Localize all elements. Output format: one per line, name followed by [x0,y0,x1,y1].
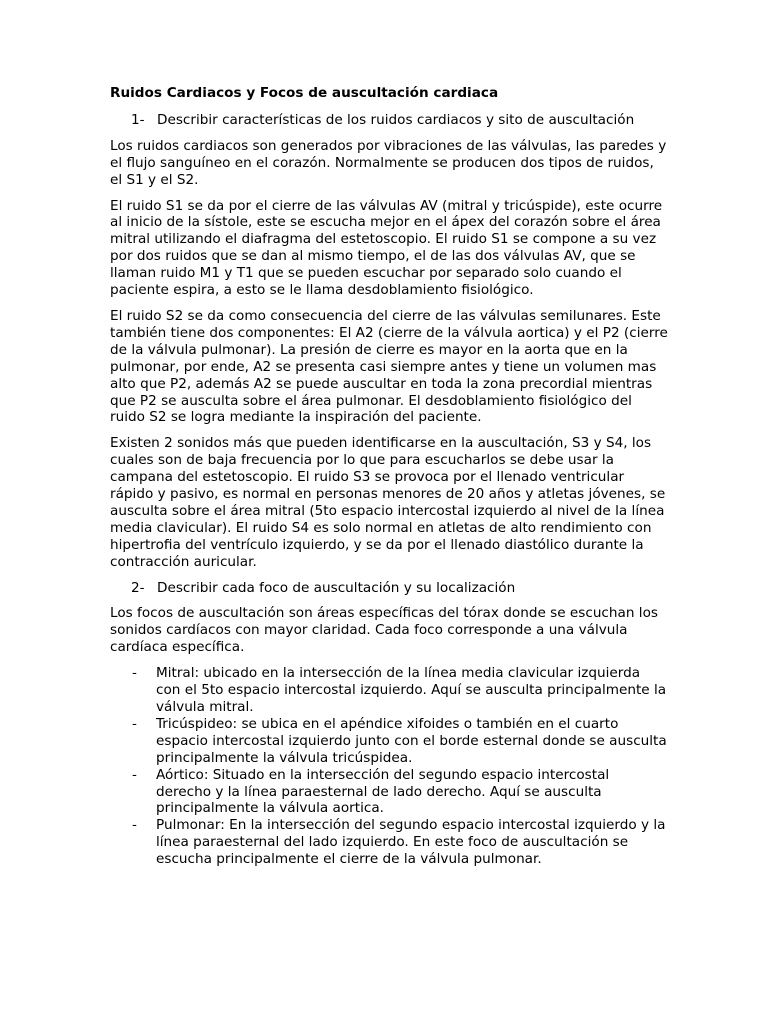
list-item-text: Mitral: ubicado en la intersección de la línea media clavicular izquierda con el 5to espacio intercostal izquierdo. Aquí se ausculta principalmente la válvula mitral. [156,665,667,715]
section-heading-1 [110,112,668,129]
paragraph: El ruido S1 se da por el cierre de las válvulas AV (mitral y tricúspide), este ocurre al inicio de la sístole, este se escucha mejor en el ápex del corazón sobre el área mitral utilizando el diafragma del estetoscopio. El ruido S1 se compone a su vez por dos ruidos que se dan al mismo tiempo, el de las dos válvulas AV, que se llaman ruido M1 y T1 que se pueden escuchar por separado solo cuando el paciente espira, a esto se le llama desdoblamiento fisiológico. [110,197,663,299]
bullet-marker: - [132,715,137,732]
auscultation-foci-list [110,665,668,868]
section-number-1: 1- [131,111,145,128]
list-item-text: Tricúspideo: se ubica en el apéndice xifoides o también en el cuarto espacio intercostal izquierdo junto con el borde esternal donde se ausculta principalmente la válvula tricúspidea. [156,715,667,766]
list-item-text: Pulmonar: En la intersección del segundo espacio intercostal izquierdo y la línea paraesternal del lado izquierdo. En este foco de auscultación se escucha principalmente el cierre de la válvula pulmonar. [156,817,666,868]
bullet-marker: - [132,817,137,834]
paragraph: Los focos de auscultación son áreas específicas del tórax donde se escuchan los sonidos cardíacos con mayor claridad. Cada foco corresponde a una válvula cardíaca específica. [110,605,658,656]
document-title: Ruidos Cardiacos y Focos de auscultación cardiaca [110,85,499,101]
paragraph: El ruido S2 se da como consecuencia del cierre de las válvulas semilunares. Este también tiene dos componentes: El A2 (cierre de la válvula aortica) y el P2 (cierre de la válvula pulmonar). La presión de cierre es mayor en la aorta que en la pulmonar, por ende, A2 se presenta casi siempre antes y tiene un volumen mas alto que P2, además A2 se puede auscultar en toda la zona precordial mientras que P2 se ausculta sobre el área pulmonar. El desdoblamiento fisiológico del ruido S2 se logra mediante la inspiración del paciente. [110,307,668,426]
list-item [110,716,668,767]
section-number-2: 2- [131,579,145,596]
paragraph: Existen 2 sonidos más que pueden identificarse en la auscultación, S3 y S4, los cuales son de baja frecuencia por lo que para escucharlos se debe usar la campana del estetoscopio. El ruido S3 se provoca por el llenado ventricular rápido y pasivo, es normal en personas menores de 20 años y atletas jóvenes, se ausculta sobre el área mitral (5to espacio intercostal izquierdo al nivel de la línea media clavicular). El ruido S4 es solo normal en atletas de alto rendimiento con hipertrofia del ventrículo izquierdo, y se da por el llenado diastólico durante la contracción auricular. [110,435,666,570]
section-heading-2 [110,580,668,597]
paragraph: Los ruidos cardiacos son generados por vibraciones de las válvulas, las paredes y el flujo sanguíneo en el corazón. Normalmente se producen dos tipos de ruidos, el S1 y el S2. [110,137,667,188]
list-item-text: Aórtico: Situado en la intersección del segundo espacio intercostal derecho y la línea paraesternal de lado derecho. Aquí se ausculta principalmente la válvula aortica. [156,766,610,817]
list-item [110,767,668,818]
list-item [110,817,668,868]
list-item [110,665,668,716]
section-heading-text-2: Describir cada foco de auscultación y su localización [157,579,516,596]
bullet-marker: - [132,665,137,682]
bullet-marker: - [132,766,137,783]
section-heading-text-1: Describir características de los ruidos cardiacos y sito de auscultación [157,111,635,128]
